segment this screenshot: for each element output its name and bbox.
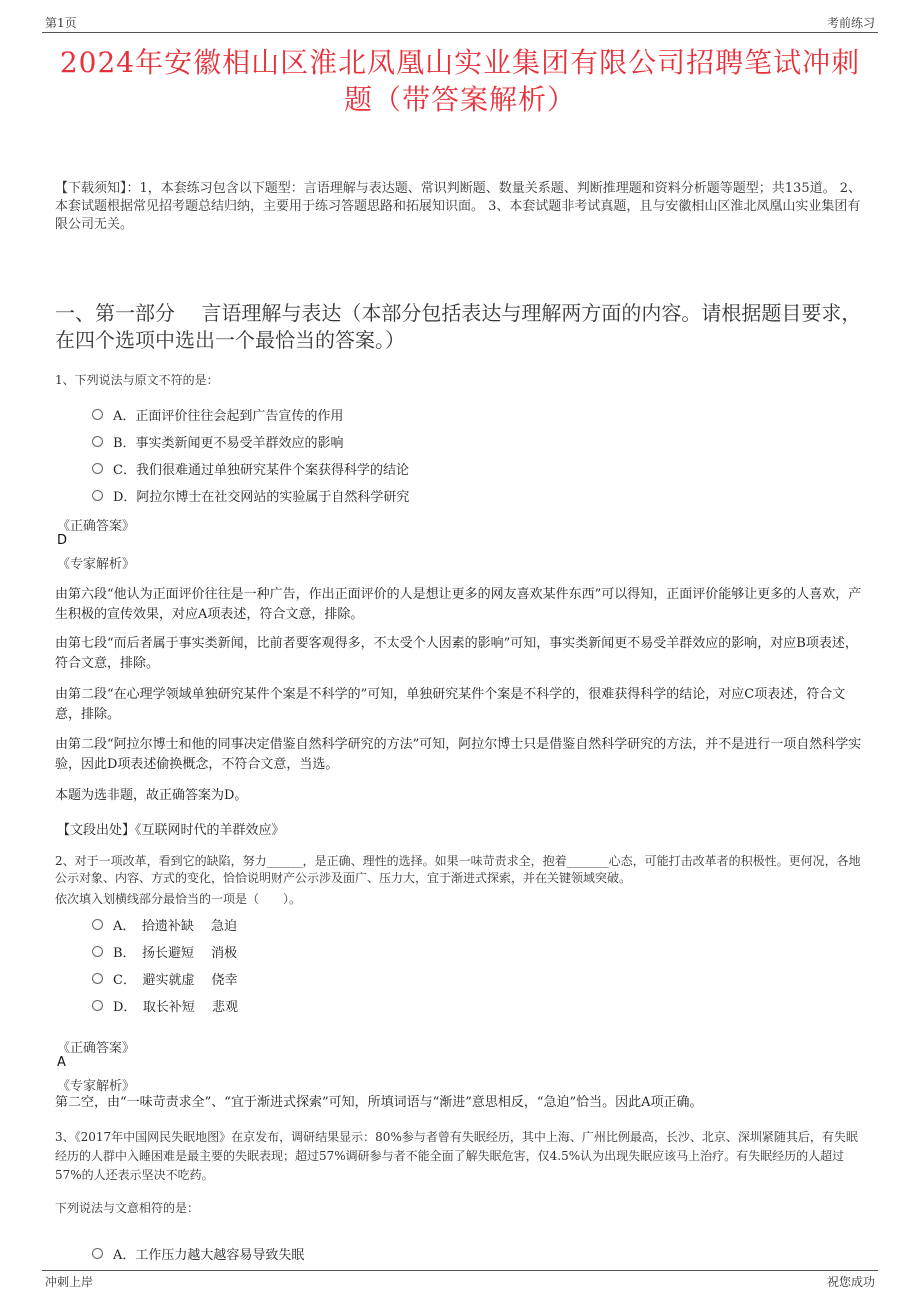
question-1-option-a[interactable] [92, 405, 343, 424]
option-label: A． 拾遗补缺 急迫 [113, 919, 238, 934]
question-2-option-a[interactable] [92, 915, 237, 934]
option-label: D． 取长补短 悲观 [113, 1000, 239, 1015]
question-1-option-d[interactable] [92, 486, 409, 505]
analysis-label: 《专家解析》 [57, 1079, 136, 1094]
answer-label: 《正确答案》 [57, 1041, 136, 1056]
question-1-option-b[interactable] [92, 432, 344, 451]
radio-icon[interactable] [92, 919, 103, 930]
question-1-option-c[interactable] [92, 459, 409, 478]
document-title: 2024年安徽相山区淮北凤凰山实业集团有限公司招聘笔试冲刺题（带答案解析） [59, 46, 861, 116]
section-heading: 一、第一部分 言语理解与表达（本部分包括表达与理解两方面的内容。请根据题目要求，在四个选项中选出一个最恰当的答案。） [55, 301, 862, 352]
radio-icon[interactable] [92, 490, 103, 501]
answer-label: 《正确答案》 [57, 519, 136, 534]
question-1-source: 【文段出处】《互联网时代的羊群效应》 [57, 823, 285, 838]
option-label: B．事实类新闻更不易受羊群效应的影响 [113, 436, 344, 451]
question-1-stem: 1、下列说法与原文不符的是： [55, 373, 219, 387]
question-2-option-d[interactable] [92, 996, 238, 1015]
question-2-analysis: 第二空，由“一味苛责求全”、“宜于渐进式探索”可知，所填词语与“渐进”意思相反，“急迫”恰当。因此A项正确。 [55, 1095, 703, 1110]
question-2-option-c[interactable] [92, 969, 238, 988]
radio-icon[interactable] [92, 463, 103, 474]
page-number: 第1页 [45, 16, 77, 30]
radio-icon[interactable] [92, 1000, 103, 1011]
question-1-analysis-4: 由第二段“阿拉尔博士和他的同事决定借鉴自然科学研究的方法”可知，阿拉尔博士只是借鉴自然科学研究的方法，并不是进行一项自然科学实验，因此D项表述偷换概念，不符合文意，当选。 [55, 737, 862, 772]
option-label: D．阿拉尔博士在社交网站的实验属于自然科学研究 [113, 490, 410, 505]
option-label: C． 避实就虚 侥幸 [113, 973, 238, 988]
header-rule [42, 32, 878, 33]
analysis-label: 《专家解析》 [57, 557, 136, 572]
footer-left: 冲刺上岸 [45, 1275, 94, 1289]
question-1-analysis-3: 由第二段“在心理学领域单独研究某件个案是不科学的”可知，单独研究某件个案是不科学的，很难获得科学的结论，对应C项表述，符合文意，排除。 [55, 687, 846, 722]
question-3-stem: 3、《2017年中国网民失眠地图》在京发布，调研结果显示：80%参与者曾有失眠经历，其中上海、广州比例最高，长沙、北京、深圳紧随其后，有失眠经历的人群中入睡困难是最主要的失眠表现；超过57%调研参与者不能全面了解失眠危害，仅4.5%认为出现失眠应该马上治疗。有失眠经历的人超过57%的人还表示坚决不吃药。 [55, 1130, 858, 1182]
radio-icon[interactable] [92, 973, 103, 984]
header-tag: 考前练习 [826, 16, 875, 30]
question-2-option-b[interactable] [92, 942, 237, 961]
question-1-answer: D [57, 533, 68, 548]
radio-icon[interactable] [92, 1248, 103, 1259]
radio-icon[interactable] [92, 436, 103, 447]
question-3-option-a[interactable] [92, 1244, 304, 1263]
option-label: A．正面评价往往会起到广告宣传的作用 [113, 409, 344, 424]
footer-rule [42, 1270, 878, 1271]
option-label: A．工作压力越大越容易导致失眠 [113, 1248, 305, 1263]
radio-icon[interactable] [92, 946, 103, 957]
option-label: B． 扬长避短 消极 [113, 946, 238, 961]
question-3-instruction: 下列说法与文意相符的是： [55, 1201, 200, 1215]
radio-icon[interactable] [92, 409, 103, 420]
question-2-stem: 2、对于一项改革，看到它的缺陷，努力______，是正确、理性的选择。如果一味苛责求全，抱着_______心态，可能打击改革者的积极性。更何况，各地公示对象、内容、方式的变化，恰恰说明财产公示涉及面广、压力大，宜于渐进式探索，并在关键领域突破。 [55, 854, 861, 885]
footer-right: 祝您成功 [826, 1275, 875, 1289]
question-1-analysis-2: 由第七段“而后者属于事实类新闻，比前者要客观得多，不太受个人因素的影响”可知，事实类新闻更不易受羊群效应的影响，对应B项表述，符合文意，排除。 [55, 636, 858, 671]
question-1-analysis-5: 本题为选非题，故正确答案为D。 [55, 788, 248, 803]
download-notice: 【下载须知】：1，本套练习包含以下题型：言语理解与表达题、常识判断题、数量关系题、判断推理题和资料分析题等题型；共135道。 2、本套试题根据常见招考题总结归纳，主要用于练习答题思路和拓展知识面。 3、本套试题非考试真题，且与安徽相山区淮北凤凰山实业集团有限公司无关。 [55, 181, 861, 232]
option-label: C．我们很难通过单独研究某件个案获得科学的结论 [113, 463, 409, 478]
question-1-analysis-1: 由第六段“他认为正面评价往往是一种广告，作出正面评价的人是想让更多的网友喜欢某件东西”可以得知，正面评价能够让更多的人喜欢，产生积极的宣传效果，对应A项表述，符合文意，排除。 [55, 587, 862, 622]
question-2-answer: A [57, 1055, 66, 1070]
question-2-instruction: 依次填入划横线部分最恰当的一项是（ ）。 [55, 892, 302, 906]
